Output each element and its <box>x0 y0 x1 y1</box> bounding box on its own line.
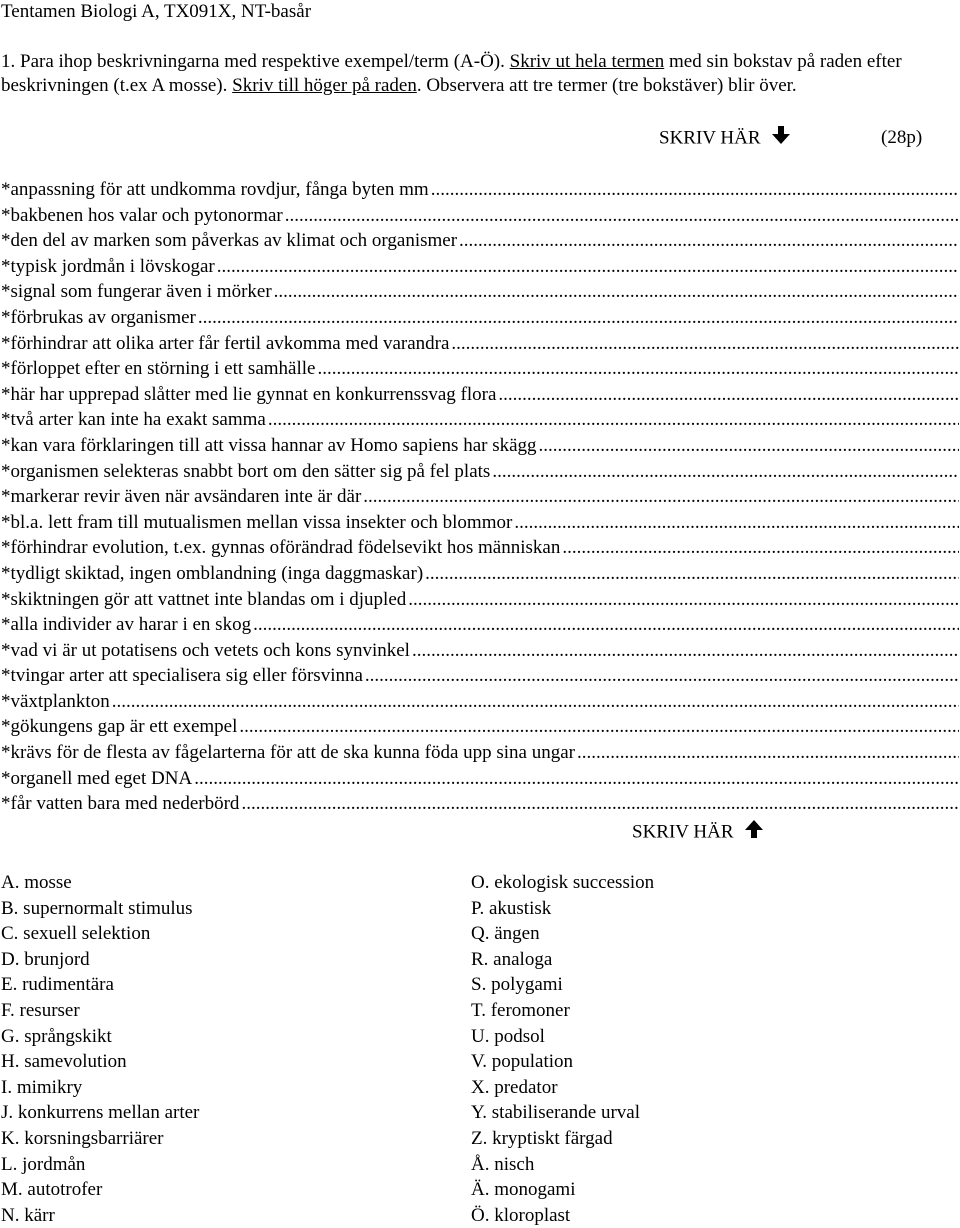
arrow-down-icon <box>771 125 791 153</box>
term-item: D. brunjord <box>1 948 90 970</box>
answer-line[interactable] <box>459 228 959 254</box>
description-text: *kan vara förklaringen till att vissa hannar av Homo sapiens har skägg <box>1 434 537 456</box>
description-row <box>1 305 959 331</box>
description-row <box>1 663 959 689</box>
term-item: T. feromoner <box>471 999 570 1021</box>
description-row <box>1 587 959 613</box>
term-item: P. akustisk <box>471 897 552 919</box>
description-row <box>1 561 959 587</box>
description-text: *växtplankton <box>1 690 110 712</box>
term-item: Y. stabiliserande urval <box>471 1102 641 1124</box>
description-row <box>1 689 959 715</box>
description-text: *får vatten bara med nederbörd <box>1 793 240 815</box>
instruction-part: 1. Para ihop beskrivningarna med respektive exempel/term (A-Ö). <box>1 51 510 72</box>
term-item: O. ekologisk succession <box>471 872 655 893</box>
description-text: *bl.a. lett fram till mutualismen mellan vissa insekter och blommor <box>1 511 513 533</box>
description-row <box>1 407 959 433</box>
description-text: *tydligt skiktad, ingen omblandning (inga daggmaskar) <box>1 562 424 584</box>
description-text: *signal som fungerar även i mörker <box>1 281 272 303</box>
description-text: *bakbenen hos valar och pytonormar <box>1 204 283 226</box>
answer-line[interactable] <box>492 459 959 485</box>
description-text: *förhindrar evolution, t.ex. gynnas oförändrad födelsevikt hos människan <box>1 537 561 559</box>
page-title: Tentamen Biologi A, TX091X, NT-basår <box>1 1 312 22</box>
term-item: M. autotrofer <box>1 1179 103 1201</box>
answer-line[interactable] <box>112 689 959 715</box>
description-row <box>1 612 959 638</box>
description-row <box>1 228 959 254</box>
description-row <box>1 177 959 203</box>
term-item: K. korsningsbarriärer <box>1 1127 164 1149</box>
description-text: *tvingar arter att specialisera sig eller försvinna <box>1 665 363 687</box>
description-row <box>1 484 959 510</box>
terms-list-left <box>1 870 199 1228</box>
term-item: E. rudimentära <box>1 974 114 996</box>
description-text: *alla individer av harar i en skog <box>1 614 252 636</box>
answer-line[interactable] <box>514 510 959 536</box>
description-row <box>1 535 959 561</box>
description-row <box>1 740 959 766</box>
description-row <box>1 433 959 459</box>
answer-line[interactable] <box>274 279 959 305</box>
description-text: *skiktningen gör att vattnet inte blandas om i djupled <box>1 588 407 610</box>
term-item: F. resurser <box>1 999 80 1021</box>
description-text: *markerar revir även när avsändaren inte är där <box>1 486 362 508</box>
answer-line[interactable] <box>198 305 959 331</box>
term-item: N. kärr <box>1 1204 55 1226</box>
term-item: X. predator <box>471 1076 558 1098</box>
term-item: R. analoga <box>471 948 553 970</box>
description-row <box>1 459 959 485</box>
answer-line[interactable] <box>363 484 959 510</box>
term-item: C. sexuell selektion <box>1 923 151 945</box>
answer-line[interactable] <box>408 587 959 613</box>
description-row <box>1 791 959 817</box>
description-text: *organismen selekteras snabbt bort om den sätter sig på fel plats <box>1 460 491 482</box>
write-here-label: SKRIV HÄR <box>632 821 734 843</box>
term-item: I. mimikry <box>1 1076 83 1098</box>
term-item: Ö. kloroplast <box>471 1204 571 1226</box>
write-here-label: SKRIV HÄR <box>659 127 761 149</box>
term-item: A. mosse <box>1 872 72 893</box>
description-text: *gökungens gap är ett exempel <box>1 716 238 738</box>
description-row <box>1 638 959 664</box>
description-text: *typisk jordmån i lövskogar <box>1 255 215 277</box>
description-row <box>1 510 959 536</box>
write-here-top <box>659 125 791 153</box>
write-here-bottom <box>632 819 764 847</box>
term-item: J. konkurrens mellan arter <box>1 1102 200 1124</box>
description-text: *förbrukas av organismer <box>1 306 196 328</box>
description-row <box>1 331 959 357</box>
answer-line[interactable] <box>577 740 959 766</box>
description-text: *vad vi är ut potatisens och vetets och kons synvinkel <box>1 639 410 661</box>
answer-line[interactable] <box>253 612 959 638</box>
description-row <box>1 254 959 280</box>
answer-line[interactable] <box>268 407 959 433</box>
description-row <box>1 356 959 382</box>
description-row <box>1 714 959 740</box>
instruction-text <box>1 50 956 98</box>
answer-line[interactable] <box>217 254 959 280</box>
description-row <box>1 279 959 305</box>
term-item: Z. kryptiskt färgad <box>471 1127 613 1149</box>
description-text: *förhindrar att olika arter får fertil avkomma med varandra <box>1 332 450 354</box>
answer-line[interactable] <box>285 203 959 229</box>
description-text: *två arter kan inte ha exakt samma <box>1 409 266 431</box>
term-item: S. polygami <box>471 974 563 996</box>
description-row <box>1 766 959 792</box>
answer-line[interactable] <box>365 663 959 689</box>
points-label: (28p) <box>881 127 923 148</box>
term-item: B. supernormalt stimulus <box>1 897 193 919</box>
arrow-up-icon <box>744 819 764 847</box>
description-text: *organell med eget DNA <box>1 767 193 789</box>
description-text: *här har upprepad slåtter med lie gynnat en konkurrenssvag flora <box>1 383 497 405</box>
description-text: *krävs för de flesta av fågelarterna för att de ska kunna föda upp sina ungar <box>1 742 575 764</box>
description-row <box>1 382 959 408</box>
term-item: Ä. monogami <box>471 1179 576 1201</box>
description-text: *förloppet efter en störning i ett samhälle <box>1 358 316 380</box>
instruction-emphasis: Skriv ut hela termen <box>509 51 665 72</box>
term-item: V. population <box>471 1051 574 1073</box>
term-item: G. språngskikt <box>1 1025 112 1047</box>
terms-list-right <box>471 870 654 1228</box>
term-item: H. samevolution <box>1 1051 127 1073</box>
description-row <box>1 203 959 229</box>
answer-line[interactable] <box>562 535 959 561</box>
term-item: Q. ängen <box>471 923 540 945</box>
answer-line[interactable] <box>451 331 959 357</box>
description-text: *den del av marken som påverkas av klimat och organismer <box>1 230 458 252</box>
answer-line[interactable] <box>498 382 959 408</box>
answer-line[interactable] <box>239 714 959 740</box>
answer-line[interactable] <box>194 766 959 792</box>
description-list <box>1 177 959 817</box>
answer-line[interactable] <box>431 177 959 203</box>
answer-line[interactable] <box>425 561 959 587</box>
answer-line[interactable] <box>317 356 959 382</box>
instruction-part: med sin bokstav på raden efter beskrivningen (t.ex A mosse). <box>1 51 902 96</box>
instruction-emphasis: Skriv till höger på raden <box>232 75 417 96</box>
term-item: U. podsol <box>471 1025 545 1047</box>
answer-line[interactable] <box>539 433 959 459</box>
term-item: L. jordmån <box>1 1153 86 1175</box>
answer-line[interactable] <box>241 791 959 817</box>
instruction-part: . Observera att tre termer (tre bokstäver) blir över. <box>416 75 797 96</box>
answer-line[interactable] <box>412 638 959 664</box>
term-item: Å. nisch <box>471 1153 535 1175</box>
description-text: *anpassning för att undkomma rovdjur, fånga byten mm <box>1 179 429 200</box>
